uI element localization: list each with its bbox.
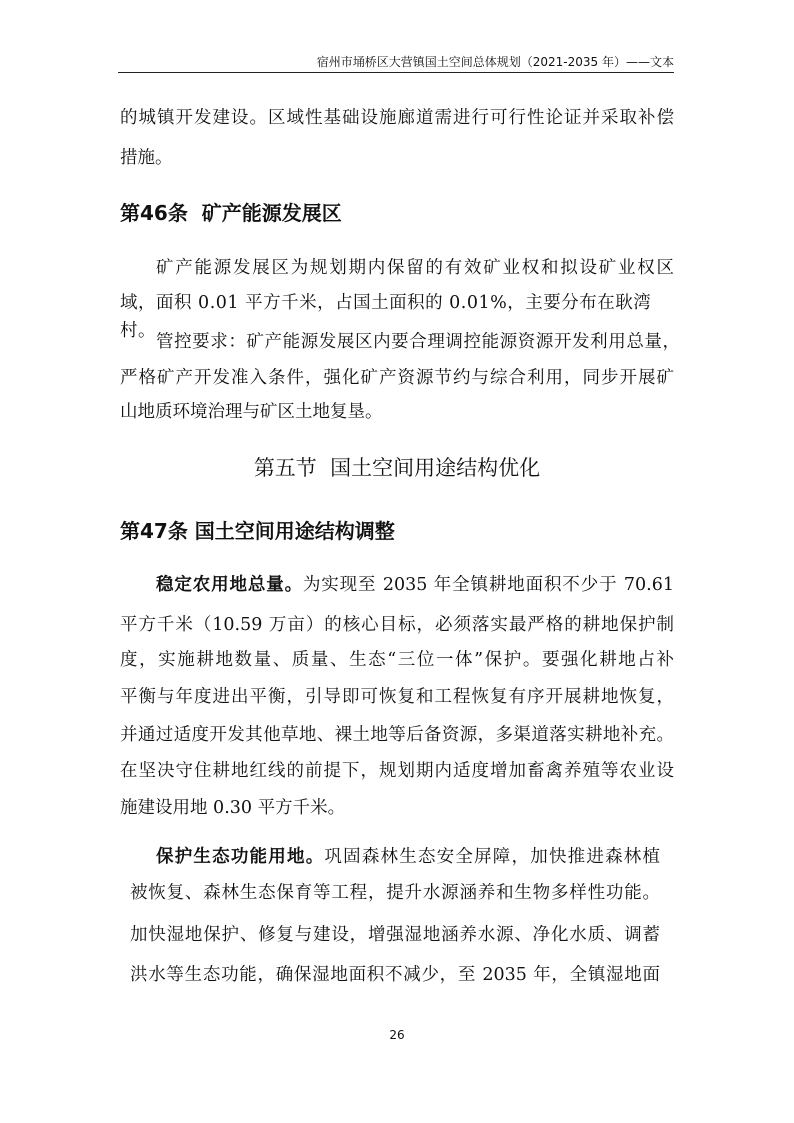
body-line: 在坚决守住耕地红线的前提下，规划期内适度增加畜禽养殖等农业设 <box>120 761 674 781</box>
paragraph-first-line <box>156 843 660 871</box>
body-line: 域，面积 0.01 平方千米，占国土面积的 0.01%，主要分布在耿湾村。 <box>120 293 652 341</box>
section-heading: 第五节 国土空间用途结构优化 <box>253 456 541 480</box>
farmland-lead: 稳定农用地总量。 <box>156 575 303 595</box>
body-line: 的城镇开发建设。区域性基础设施廊道需进行可行性论证并采取补偿 <box>120 108 674 128</box>
body-line: 被恢复、森林生态保育等工程，提升水源涵养和生物多样性功能。 <box>130 883 660 903</box>
body-line: 措施。 <box>120 148 173 168</box>
body-line: 严格矿产开发准入条件，强化矿产资源节约与综合利用，同步开展矿 <box>120 368 674 388</box>
body-line: 管控要求：矿产能源发展区内要合理调控能源资源开发利用总量， <box>156 332 680 352</box>
page-number: 26 <box>389 1028 405 1042</box>
article-47-heading: 第47条 国土空间用途结构调整 <box>120 519 395 543</box>
running-header: 宿州市埇桥区大营镇国土空间总体规划（2021-2035 年）——文本 <box>118 52 674 73</box>
body-line: 矿产能源发展区为规划期内保留的有效矿业权和拟设矿业权区 <box>156 258 674 278</box>
ecology-lead: 保护生态功能用地。 <box>156 847 325 867</box>
body-line: 加快湿地保护、修复与建设，增强湿地涵养水源、净化水质、调蓄 <box>130 925 660 945</box>
body-text: 为实现至 2035 年全镇耕地面积不少于 70.61 <box>302 575 674 595</box>
body-line: 并通过适度开发其他草地、裸土地等后备资源，多渠道落实耕地补充。 <box>120 725 674 745</box>
body-line: 洪水等生态功能，确保湿地面积不减少，至 2035 年，全镇湿地面 <box>130 965 660 985</box>
paragraph-first-line <box>156 571 674 599</box>
body-line: 平衡与年度进出平衡，引导即可恢复和工程恢复有序开展耕地恢复， <box>120 687 674 707</box>
body-line: 平方千米（10.59 万亩）的核心目标，必须落实最严格的耕地保护制 <box>120 615 674 635</box>
body-line: 山地质环境治理与矿区土地复垦。 <box>120 402 383 422</box>
article-46-heading: 第46条 矿产能源发展区 <box>120 201 342 225</box>
body-text: 巩固森林生态安全屏障，加快推进森林植 <box>324 847 661 867</box>
body-line: 施建设用地 0.30 平方千米。 <box>120 798 346 818</box>
body-line: 度，实施耕地数量、质量、生态“三位一体”保护。要强化耕地占补 <box>120 650 674 670</box>
